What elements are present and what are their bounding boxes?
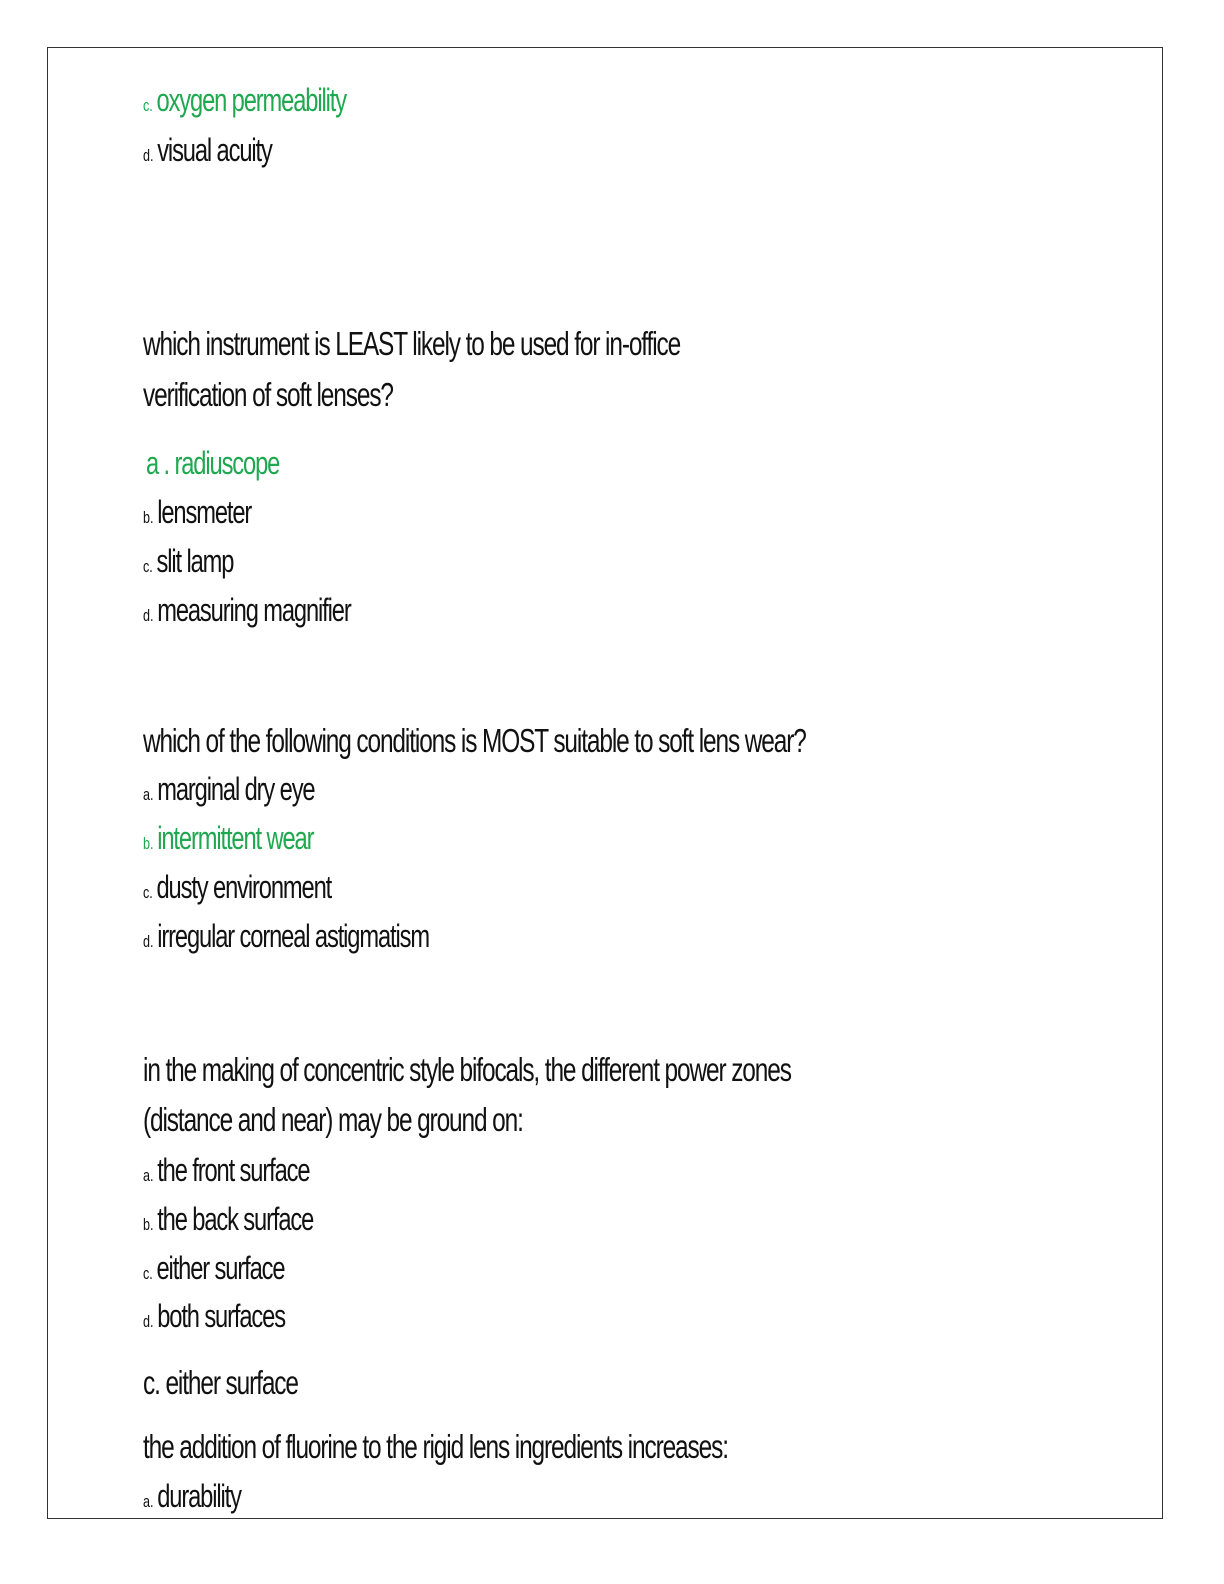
option-text: either surface xyxy=(156,1250,285,1286)
option-marker: d. xyxy=(143,1312,154,1331)
option-c xyxy=(143,545,233,577)
option-marker: d. xyxy=(143,606,154,625)
option-text: visual acuity xyxy=(157,132,272,168)
option-marker: c. xyxy=(143,883,153,902)
option-marker: a. xyxy=(143,785,154,804)
option-text: slit lamp xyxy=(156,543,234,579)
option-marker: b. xyxy=(143,834,154,853)
option-b xyxy=(143,822,313,854)
question-3-line-2: (distance and near) may be ground on: xyxy=(143,1101,523,1138)
option-text: lensmeter xyxy=(157,494,252,530)
option-text: intermittent wear xyxy=(157,820,314,856)
question-2-line-1: which of the following conditions is MOST suitable to soft lens wear? xyxy=(143,722,806,759)
option-b xyxy=(143,496,251,528)
option-marker: b. xyxy=(143,1215,154,1234)
question-4-line-1: the addition of fluorine to the rigid lens ingredients increases: xyxy=(143,1428,728,1465)
question-3-line-1: in the making of concentric style bifocals, the different power zones xyxy=(143,1051,791,1088)
option-text: the back surface xyxy=(157,1201,314,1237)
option-marker: d. xyxy=(143,146,154,165)
option-text: measuring magnifier xyxy=(157,592,351,628)
option-text: dusty environment xyxy=(156,869,332,905)
option-text: the front surface xyxy=(157,1152,310,1188)
option-b xyxy=(143,1203,313,1235)
option-marker: a. xyxy=(143,1166,154,1185)
option-marker: c. xyxy=(143,557,153,576)
option-a xyxy=(143,1154,309,1186)
option-c xyxy=(143,1252,284,1284)
option-text: both surfaces xyxy=(157,1298,285,1334)
option-text: irregular corneal astigmatism xyxy=(157,918,430,954)
option-marker: c. xyxy=(143,1264,153,1283)
question-1-line-1: which instrument is LEAST likely to be used for in-office xyxy=(143,325,681,362)
option-d xyxy=(143,920,429,952)
option-d xyxy=(143,1300,285,1332)
option-a xyxy=(146,447,279,479)
option-marker: b. xyxy=(143,508,154,527)
option-marker: c. xyxy=(143,96,153,115)
question-1-line-2: verification of soft lenses? xyxy=(143,376,393,413)
option-d xyxy=(143,134,272,166)
option-text: marginal dry eye xyxy=(157,771,315,807)
option-text: a . radiuscope xyxy=(146,445,280,481)
option-a xyxy=(143,773,314,805)
option-marker: a. xyxy=(143,1492,154,1511)
answer-line: c. either surface xyxy=(143,1364,298,1401)
option-c xyxy=(143,871,331,903)
option-text: oxygen permeability xyxy=(156,82,347,118)
option-d xyxy=(143,594,351,626)
option-a xyxy=(143,1480,241,1512)
option-marker: d. xyxy=(143,932,154,951)
option-text: durability xyxy=(157,1478,241,1514)
option-c xyxy=(143,84,346,116)
